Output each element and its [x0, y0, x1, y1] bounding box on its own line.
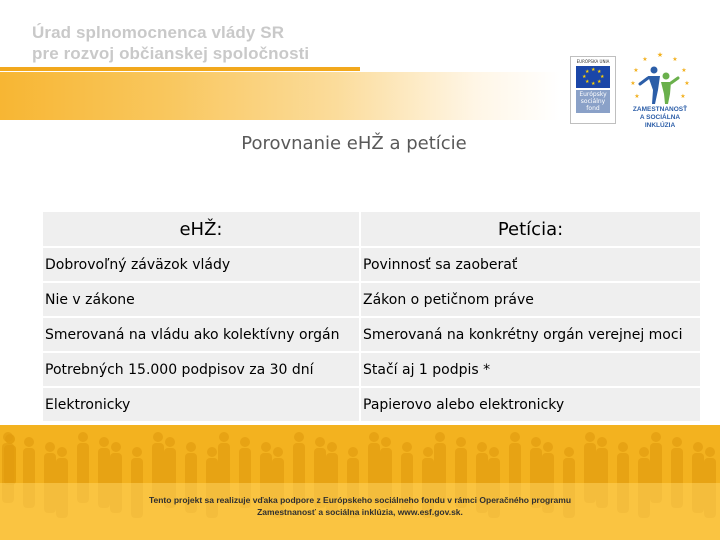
crowd-person-head: [618, 442, 628, 452]
esf-label: [576, 90, 610, 113]
office-title-line1: Úrad splnomocnenca vlády SR: [32, 23, 285, 42]
crowd-person-head: [327, 442, 337, 452]
crowd-person-head: [435, 432, 445, 442]
svg-text:★: ★: [642, 56, 648, 63]
crowd-person-head: [261, 442, 271, 452]
svg-text:★: ★: [630, 80, 636, 87]
svg-text:★: ★: [634, 93, 640, 100]
header-accent-line: [0, 67, 360, 71]
crowd-person-head: [153, 432, 163, 442]
svg-text:★: ★: [672, 56, 678, 63]
crowd-person-head: [45, 442, 55, 452]
table-cell: Nie v zákone: [43, 283, 359, 316]
crowd-person-head: [369, 432, 379, 442]
crowd-person-head: [240, 437, 250, 447]
crowd-person-head: [597, 437, 607, 447]
eu-esf-logo: [570, 56, 616, 124]
crowd-person-head: [651, 432, 661, 442]
crowd-person-head: [456, 437, 466, 447]
office-title-line2: pre rozvoj občianskej spoločnosti: [32, 44, 310, 63]
crowd-person-head: [381, 437, 391, 447]
crowd-person-head: [564, 447, 574, 457]
crowd-person-head: [99, 437, 109, 447]
crowd-person-head: [186, 442, 196, 452]
ziz-text-line2: A SOCIÁLNA INKLÚZIA: [639, 114, 681, 129]
svg-text:★: ★: [656, 51, 664, 59]
table-row: [43, 318, 700, 351]
eu-flag-icon: ★ ★ ★ ★ ★ ★ ★ ★: [576, 66, 610, 88]
crowd-person-head: [315, 437, 325, 447]
crowd-person-head: [585, 432, 595, 442]
table-header-row: [43, 212, 700, 246]
svg-text:★: ★: [680, 93, 686, 100]
table-cell: Smerovaná na vládu ako kolektívny orgán: [43, 318, 359, 351]
esf-label-line2: sociálny: [580, 98, 606, 105]
crowd-person-head: [348, 447, 358, 457]
ziz-text-line1: ZAMESTNANOSŤ: [632, 106, 688, 113]
table-cell: Elektronicky: [43, 388, 359, 421]
crowd-person-head: [510, 432, 520, 442]
table-cell: Smerovaná na konkrétny orgán verejnej moci: [361, 318, 700, 351]
crowd-person-head: [111, 442, 121, 452]
column-header-peticia: Petícia:: [361, 212, 700, 246]
table-cell: Stačí aj 1 podpis *: [361, 353, 700, 386]
crowd-person-head: [273, 447, 283, 457]
eu-logo-top-text: EURÓPSKA ÚNIA: [576, 59, 610, 64]
crowd-person-head: [24, 437, 34, 447]
crowd-person-head: [639, 447, 649, 457]
office-title: [32, 22, 309, 64]
crowd-person-head: [3, 432, 13, 442]
table-row: [43, 283, 700, 316]
crowd-person-head: [165, 437, 175, 447]
crowd-person-head: [531, 437, 541, 447]
crowd-person-head: [543, 442, 553, 452]
crowd-person-head: [219, 432, 229, 442]
header-gradient-band: [0, 72, 560, 120]
table-cell: Potrebných 15.000 podpisov za 30 dní: [43, 353, 359, 386]
crowd-person-head: [672, 437, 682, 447]
crowd-person-head: [705, 447, 715, 457]
zamestnanost-logo-text: [624, 106, 696, 130]
crowd-person-head: [693, 442, 703, 452]
footer-line1: Tento projekt sa realizuje vďaka podpore z Európskeho sociálneho fondu v rámci Operačného programu: [148, 495, 572, 505]
crowd-person-head: [57, 447, 67, 457]
crowd-person-head: [294, 432, 304, 442]
crowd-person-head: [132, 447, 142, 457]
esf-label-line1: Európsky: [579, 91, 607, 98]
column-header-ehz: eHŽ:: [43, 212, 359, 246]
crowd-person-head: [477, 442, 487, 452]
crowd-person-head: [423, 447, 433, 457]
table-row: [43, 388, 700, 421]
table-row: [43, 248, 700, 281]
esf-label-line3: fond: [586, 105, 600, 112]
crowd-person-head: [207, 447, 217, 457]
table-cell: Papierovo alebo elektronicky: [361, 388, 700, 421]
slide-title: Porovnanie eHŽ a petície: [241, 133, 467, 154]
svg-text:★: ★: [633, 67, 639, 74]
comparison-table: [41, 210, 702, 423]
table-cell: Zákon o petičnom práve: [361, 283, 700, 316]
footer-funding-notice: [0, 494, 720, 518]
svg-text:★: ★: [681, 67, 687, 74]
footer-line2: Zamestnanosť a sociálna inklúzia, www.esf.gov.sk.: [257, 507, 463, 517]
table-row: [43, 353, 700, 386]
crowd-person-head: [489, 447, 499, 457]
crowd-person-head: [402, 442, 412, 452]
svg-text:★: ★: [684, 80, 690, 87]
table-cell: Dobrovoľný záväzok vlády: [43, 248, 359, 281]
table-cell: Povinnosť sa zaoberať: [361, 248, 700, 281]
crowd-person-head: [78, 432, 88, 442]
